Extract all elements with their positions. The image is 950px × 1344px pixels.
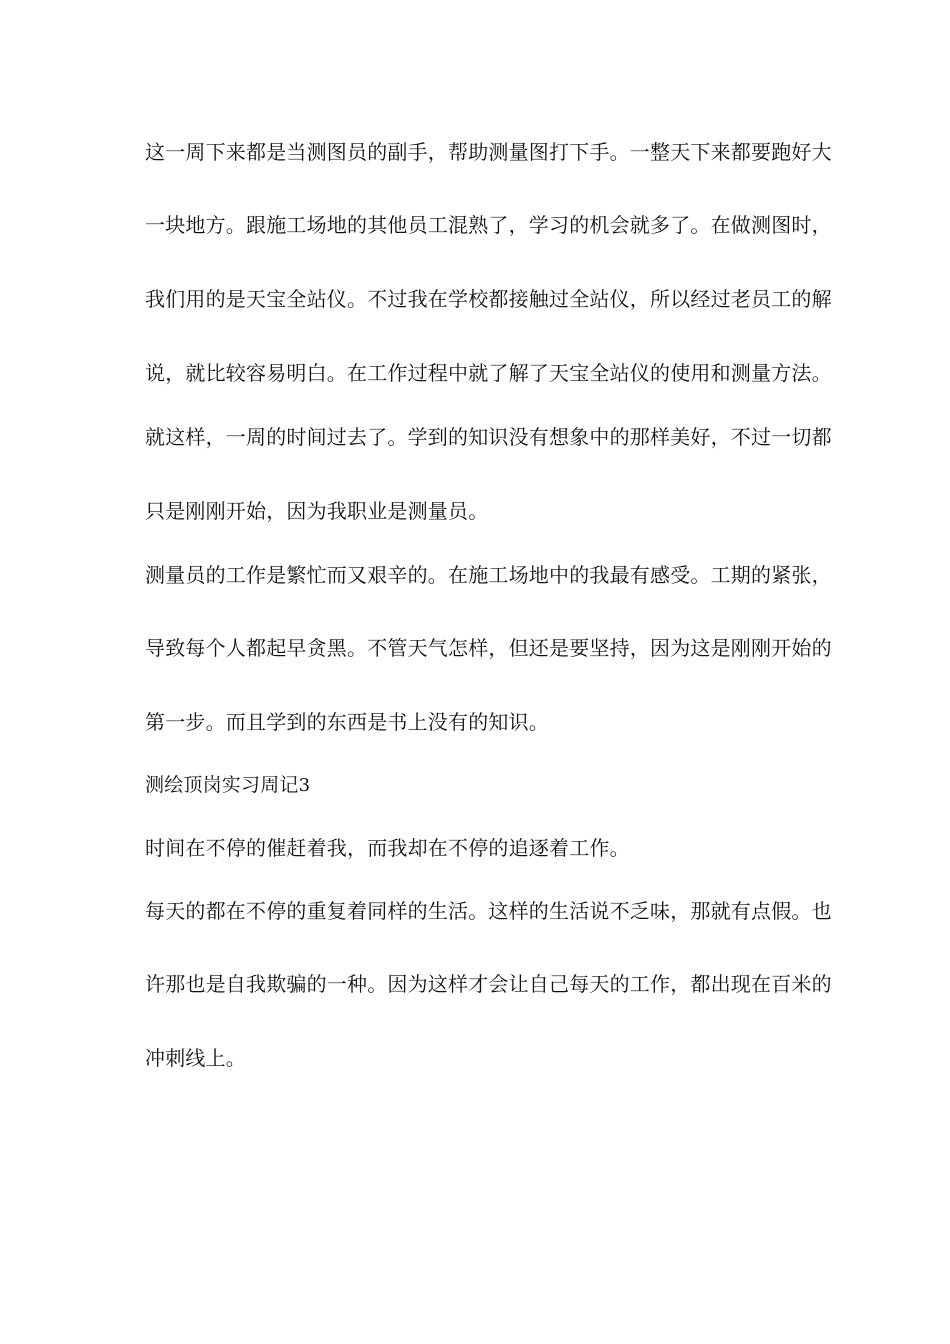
paragraph-line: 每天的都在不停的重复着同样的生活。这样的生活说不乏味，那就有点假。也	[145, 899, 832, 923]
paragraph-line: 导致每个人都起早贪黑。不管天气怎样，但还是要坚持，因为这是刚刚开始的	[145, 636, 832, 660]
paragraph-line: 许那也是自我欺骗的一种。因为这样才会让自己每天的工作，都出现在百米的	[145, 972, 832, 996]
paragraph-line: 冲刺线上。	[145, 1046, 246, 1070]
paragraph-line: 时间在不停的催赶着我，而我却在不停的追逐着工作。	[145, 836, 630, 860]
paragraph-line: 这一周下来都是当测图员的副手，帮助测量图打下手。一整天下来都要跑好大	[145, 140, 832, 164]
paragraph-line: 说，就比较容易明白。在工作过程中就了解了天宝全站仪的使用和测量方法。	[145, 361, 832, 385]
heading-text: 测绘顶岗实习周记	[145, 774, 299, 796]
section-heading	[145, 771, 805, 800]
paragraph-line: 我们用的是天宝全站仪。不过我在学校都接触过全站仪，所以经过老员工的解	[145, 287, 832, 311]
paragraph-line: 一块地方。跟施工场地的其他员工混熟了，学习的机会就多了。在做测图时，	[145, 213, 832, 237]
paragraph-line: 第一步。而且学到的东西是书上没有的知识。	[145, 710, 549, 734]
paragraph-line: 就这样，一周的时间过去了。学到的知识没有想象中的那样美好，不过一切都	[145, 425, 832, 449]
heading-number: 3	[298, 775, 311, 796]
paragraph-line: 测量员的工作是繁忙而又艰辛的。在施工场地中的我最有感受。工期的紧张，	[145, 563, 832, 587]
paragraph-line: 只是刚刚开始，因为我职业是测量员。	[145, 499, 489, 523]
